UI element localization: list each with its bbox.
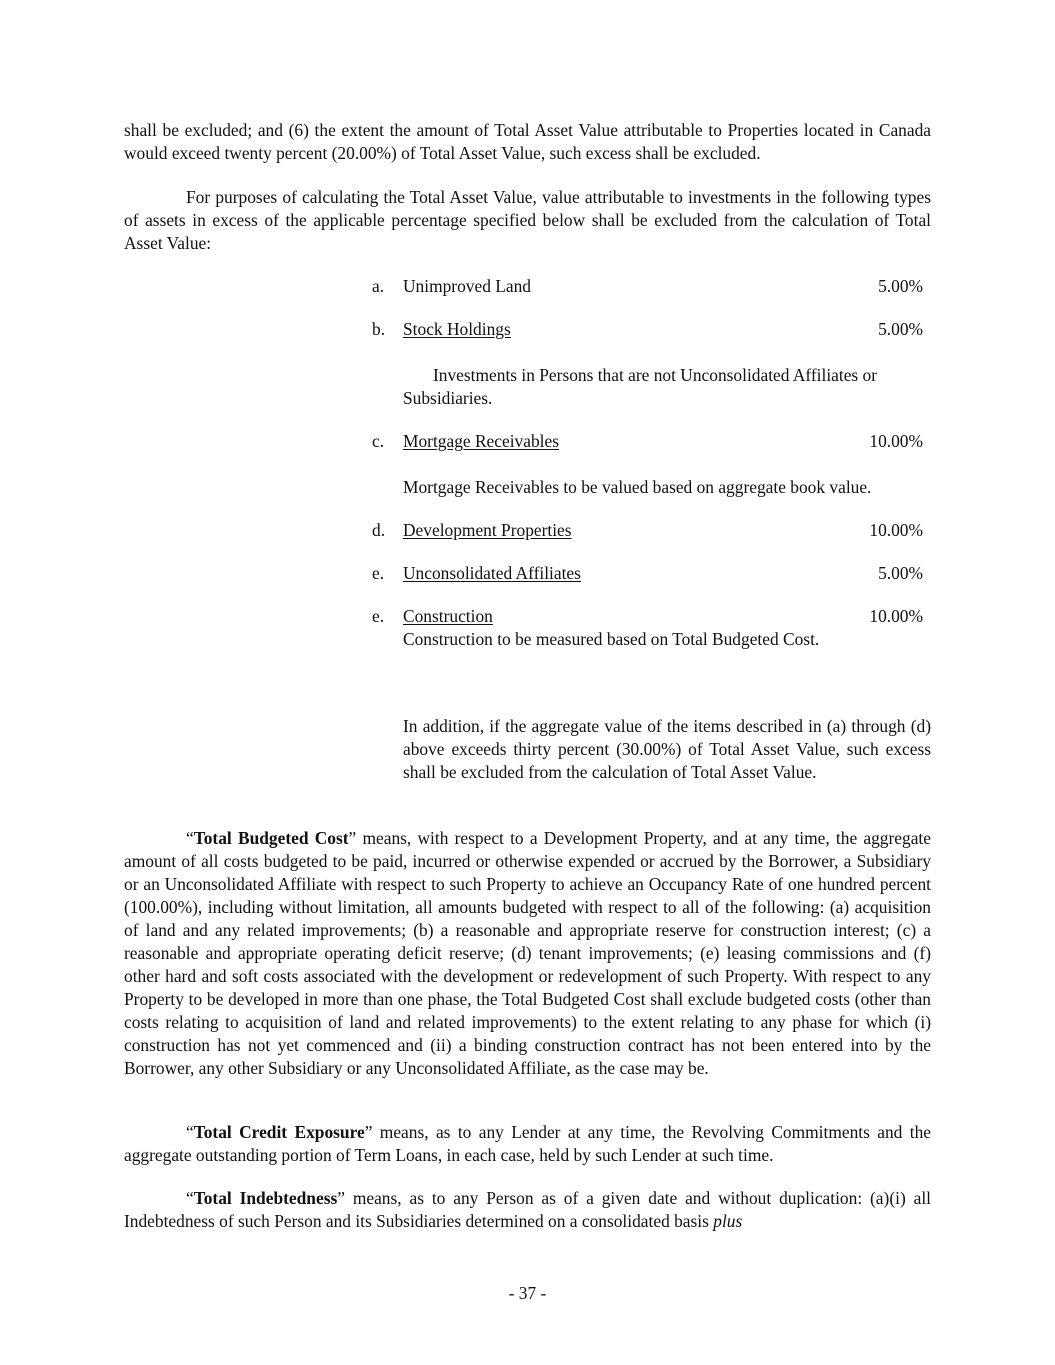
defined-term: Total Budgeted Cost (193, 828, 349, 848)
item-percent: 10.00% (869, 606, 923, 626)
mortgage-receivables-note: Mortgage Receivables to be valued based on aggregate book value. (403, 477, 872, 497)
list-item-stock-holdings (372, 318, 923, 341)
list-item-unconsolidated-affiliates (372, 562, 923, 585)
purposes-paragraph: For purposes of calculating the Total Asset Value, value attributable to investments in the following types of assets in excess of the applicable percentage specified below shall be excluded from the calculation of Total Asset Value: (124, 187, 931, 253)
item-percent: 5.00% (878, 276, 923, 296)
open-quote: “ (186, 1188, 194, 1208)
intro-paragraph: shall be excluded; and (6) the extent the amount of Total Asset Value attributable to Properties located in Canada would exceed twenty percent (20.00%) of Total Asset Value, such excess shall be excluded. (124, 120, 931, 163)
definition-text: means, with respect to a Development Property, and at any time, the aggregate amount of all costs budgeted to be paid, incurred or otherwise expended or accrued by the Borrower, a Subsidiary or an Unconsolidated Affiliate with respect to such Property to achieve an Occupancy Rate of one hundred percent (100.00%), including without limitation, all amounts budgeted with respect to all of the following: (a) acquisition of land and any related improvements; (b) a reasonable and appropriate reserve for construction interest; (c) a reasonable and appropriate operating deficit reserve; (d) tenant improvements; (e) leasing commissions and (f) other hard and soft costs associated with the development or redevelopment of such Property. With respect to any Property to be developed in more than one phase, the Total Budgeted Cost shall exclude budgeted costs (other than costs relating to acquisition of land and related improvements) to the extent relating to any phase for which (i) construction has not yet commenced and (ii) a binding construction contract has not been entered into by the Borrower, any other Subsidiary or any Unconsolidated Affiliate, as the case may be. (124, 828, 931, 1078)
item-letter: e. (372, 606, 385, 626)
list-item-development-properties (372, 519, 923, 542)
item-percent: 10.00% (869, 431, 923, 451)
definition-total-budgeted-cost (124, 827, 931, 1080)
definition-text: means, as to any Person as of a given date and without duplication: (a)(i) all Indebtedness of such Person and its Subsidiaries determined on a consolidated basis (124, 1188, 931, 1231)
definition-total-indebtedness (124, 1187, 931, 1233)
list-item-unimproved-land (372, 275, 923, 298)
item-label: Mortgage Receivables (403, 431, 559, 451)
item-letter: e. (372, 563, 385, 583)
italic-plus: plus (713, 1211, 743, 1231)
defined-term: Total Credit Exposure (193, 1122, 365, 1142)
item-label: Construction (403, 606, 493, 626)
open-quote: “ (186, 1122, 194, 1142)
definition-total-credit-exposure (124, 1121, 931, 1167)
close-quote: ” (348, 828, 357, 848)
item-label: Unconsolidated Affiliates (403, 563, 581, 583)
close-quote: ” (337, 1188, 345, 1208)
defined-term: Total Indebtedness (193, 1188, 338, 1208)
item-letter: c. (372, 431, 385, 451)
page-number: - 37 - (508, 1283, 547, 1303)
addition-note: In addition, if the aggregate value of the items described in (a) through (d) above exceeds thirty percent (30.00%) of Total Asset Value, such excess shall be excluded from the calculation of Total Asset Value. (403, 716, 931, 782)
item-label: Stock Holdings (403, 319, 511, 339)
item-percent: 5.00% (878, 563, 923, 583)
item-letter: d. (372, 520, 386, 540)
item-percent: 10.00% (869, 520, 923, 540)
item-label: Development Properties (403, 520, 572, 540)
construction-note: Construction to be measured based on Total Budgeted Cost. (403, 629, 820, 649)
list-item-construction (372, 605, 923, 628)
close-quote: ” (364, 1122, 373, 1142)
item-letter: b. (372, 319, 386, 339)
definition-text: means, as to any Lender at any time, the Revolving Commitments and the aggregate outstanding portion of Term Loans, in each case, held by such Lender at such time. (124, 1122, 931, 1165)
open-quote: “ (186, 828, 194, 848)
item-letter: a. (372, 276, 385, 296)
list-item-mortgage-receivables (372, 430, 923, 453)
stock-holdings-note: Investments in Persons that are not Unconsolidated Affiliates or Subsidiaries. (403, 365, 878, 408)
item-label: Unimproved Land (403, 276, 531, 296)
item-percent: 5.00% (878, 319, 923, 339)
